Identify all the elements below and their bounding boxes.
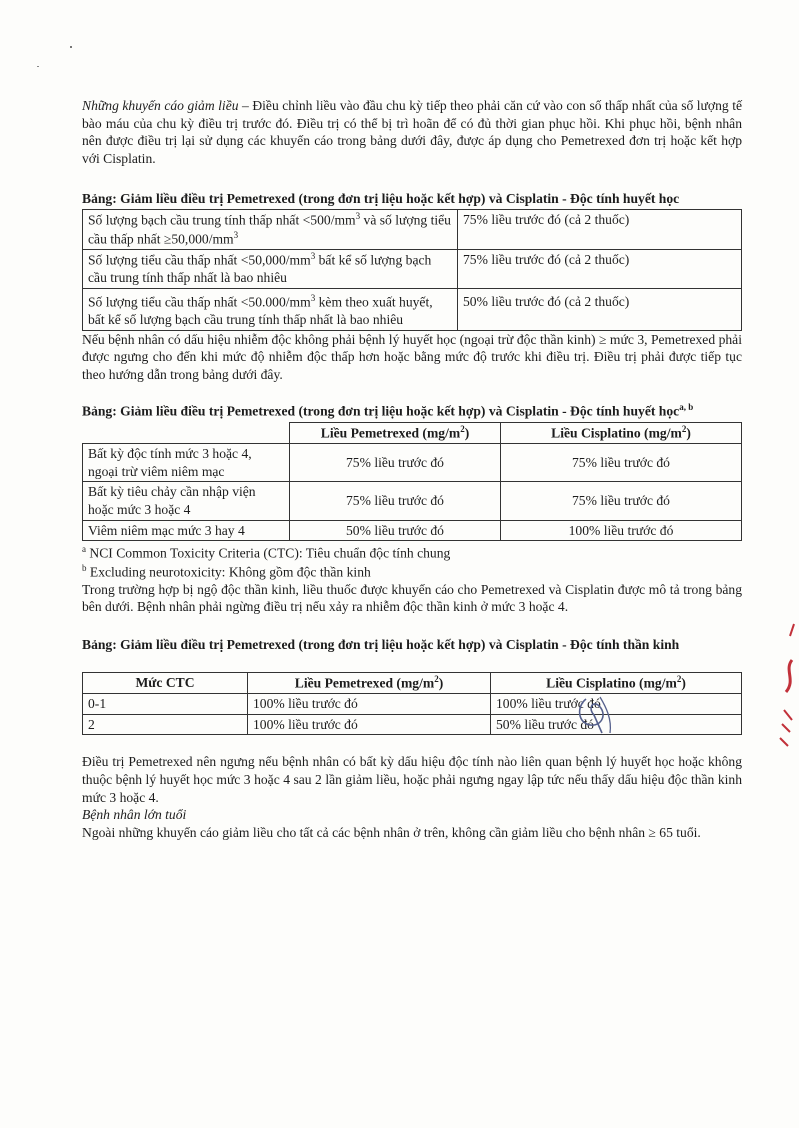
table-cell: 100% liều trước đó: [491, 693, 742, 714]
footnote-a: $^a$ NCI Common Toxicity Criteria (CTC): Tiêu chuẩn độc tính chung: [82, 544, 451, 561]
intro-paragraph: [82, 97, 742, 168]
table-cell: Số lượng bạch cầu trung tính thấp nhất $<500/mm^3$ và số lượng tiểu cầu thấp nhất $\ge 50,000/mm^3$: [83, 210, 458, 249]
handwritten-initials: [572, 693, 620, 739]
table-hematologic-toxicity: [82, 209, 742, 330]
table-cell: 50% liều trước đó: [491, 714, 742, 735]
table-neurotoxicity: [82, 672, 742, 736]
elderly-heading: Bệnh nhân lớn tuổi: [82, 807, 187, 823]
table-cell: 0-1: [83, 693, 248, 714]
header-pemetrexed: Liều Pemetrexed $(mg/m^2)$: [248, 672, 491, 693]
document-page: [82, 97, 742, 842]
table-cell: 75% liều trước đó: [501, 443, 742, 481]
header-cisplatino: Liều Cisplatino $(mg/m^2)$: [501, 422, 742, 443]
intro-lead: Những khuyến cáo giảm liều: [82, 98, 239, 113]
header-cisplatino: Liều Cisplatino $(mg/m^2)$: [491, 672, 742, 693]
header-pemetrexed: Liều Pemetrexed $(mg/m^2)$: [290, 422, 501, 443]
table-cell: 100% liều trước đó: [501, 520, 742, 541]
table-cell: 100% liều trước đó: [248, 693, 491, 714]
table-row: [83, 482, 742, 520]
table-cell: 75% liều trước đó (cả 2 thuốc): [458, 210, 742, 249]
table1-caption: Bảng: Giảm liều điều trị Pemetrexed (trong đơn trị liệu hoặc kết hợp) và Cisplatin - Độc tính huyết học: [82, 190, 680, 206]
table-header-empty: [83, 422, 290, 443]
footnote-b: $^b$ Excluding neurotoxicity: Không gồm độc thần kinh: [82, 562, 371, 580]
table-cell: Số lượng tiểu cầu thấp nhất $<50.000/mm^3$ kèm theo xuất huyết, bất kể số lượng bạch cầu trung tính thấp nhất là bao nhiêu: [83, 288, 458, 330]
table-row: [83, 288, 742, 330]
table-row: [83, 693, 742, 714]
table-cell: 50% liều trước đó (cả 2 thuốc): [458, 288, 742, 330]
table-cell: 75% liều trước đó (cả 2 thuốc): [458, 249, 742, 288]
paragraph-neurotoxicity: Trong trường hợp bị ngộ độc thần kinh, liều thuốc được khuyến cáo cho Pemetrexed và Cisplatin được mô tả trong bảng bên dưới. Bệnh nhân phải ngừng điều trị nếu xảy ra nhiễm độc thần kinh ở mức 3 hoặc 4.: [82, 581, 742, 615]
margin-red-marks: [776, 620, 798, 750]
table2-caption: Bảng: Giảm liều điều trị Pemetrexed (trong đơn trị liệu hoặc kết hợp) và Cisplatin - Độc tính huyết học$^{a, b}$: [82, 401, 694, 419]
table-row: [83, 714, 742, 735]
table-cell: 75% liều trước đó: [501, 482, 742, 520]
table-cell: Bất kỳ tiêu chảy cần nhập viện hoặc mức 3 hoặc 4: [83, 482, 290, 520]
table-row: [83, 249, 742, 288]
table-cell: Bất kỳ độc tính mức 3 hoặc 4, ngoại trừ viêm niêm mạc: [83, 443, 290, 481]
table-cell: Số lượng tiểu cầu thấp nhất $<50,000/mm^3$ bất kể số lượng bạch cầu trung tính thấp nhất là bao nhiêu: [83, 249, 458, 288]
table-cell: 75% liều trước đó: [290, 482, 501, 520]
header-ctc-level: Mức CTC: [83, 672, 248, 693]
table-cell: 75% liều trước đó: [290, 443, 501, 481]
table3-caption: Bảng: Giảm liều điều trị Pemetrexed (trong đơn trị liệu hoặc kết hợp) và Cisplatin - Độc tính thần kinh: [82, 637, 680, 653]
table-cell: 2: [83, 714, 248, 735]
table-non-hematologic-toxicity: [82, 422, 742, 542]
table-row: [83, 210, 742, 249]
intro-text: – Điều chỉnh liều vào đầu chu kỳ tiếp theo phải căn cứ vào con số thấp nhất của số lượng tế bào máu của chu kỳ điều trị trước đó. Điều trị có thể bị trì hoãn để có đủ thời gian phục hồi. Khi phục hồi, bệnh nhân nên được điều trị lại sử dụng các khuyến cáo trong bảng dưới đây, được áp dụng cho Pemetrexed đơn trị hoặc kết hợp với Cisplatin.: [82, 98, 743, 167]
paragraph-non-hematologic: Nếu bệnh nhân có dấu hiệu nhiễm độc không phải bệnh lý huyết học (ngoại trừ độc thần kinh) ≥ mức 3, Pemetrexed phải được ngưng cho đến khi mức độ nhiễm độc thấp hơn hoặc bằng mức độ trước khi điều trị. Điều trị phải được tiếp tục theo hướng dẫn trong bảng dưới đây.: [82, 331, 742, 382]
paragraph-discontinue: Điều trị Pemetrexed nên ngưng nếu bệnh nhân có bất kỳ dấu hiệu độc tính nào liên quan bệnh lý huyết học hoặc không thuộc bệnh lý huyết học mức 3 hoặc 4 sau 2 lần giảm liều, hoặc phải ngưng ngay lập tức nếu thấy dấu hiệu độc thần kinh mức 3 hoặc 4.: [82, 754, 742, 805]
table-row: [83, 520, 742, 541]
table-cell: 50% liều trước đó: [290, 520, 501, 541]
scan-speck: [37, 66, 39, 67]
paragraph-elderly: Ngoài những khuyến cáo giảm liều cho tất cả các bệnh nhân ở trên, không cần giảm liều cho bệnh nhân ≥ 65 tuổi.: [82, 824, 701, 840]
table-header-row: [83, 672, 742, 693]
table-header-row: [83, 422, 742, 443]
table-cell: Viêm niêm mạc mức 3 hay 4: [83, 520, 290, 541]
scan-speck: [70, 46, 72, 48]
table-row: [83, 443, 742, 481]
table-cell: 100% liều trước đó: [248, 714, 491, 735]
